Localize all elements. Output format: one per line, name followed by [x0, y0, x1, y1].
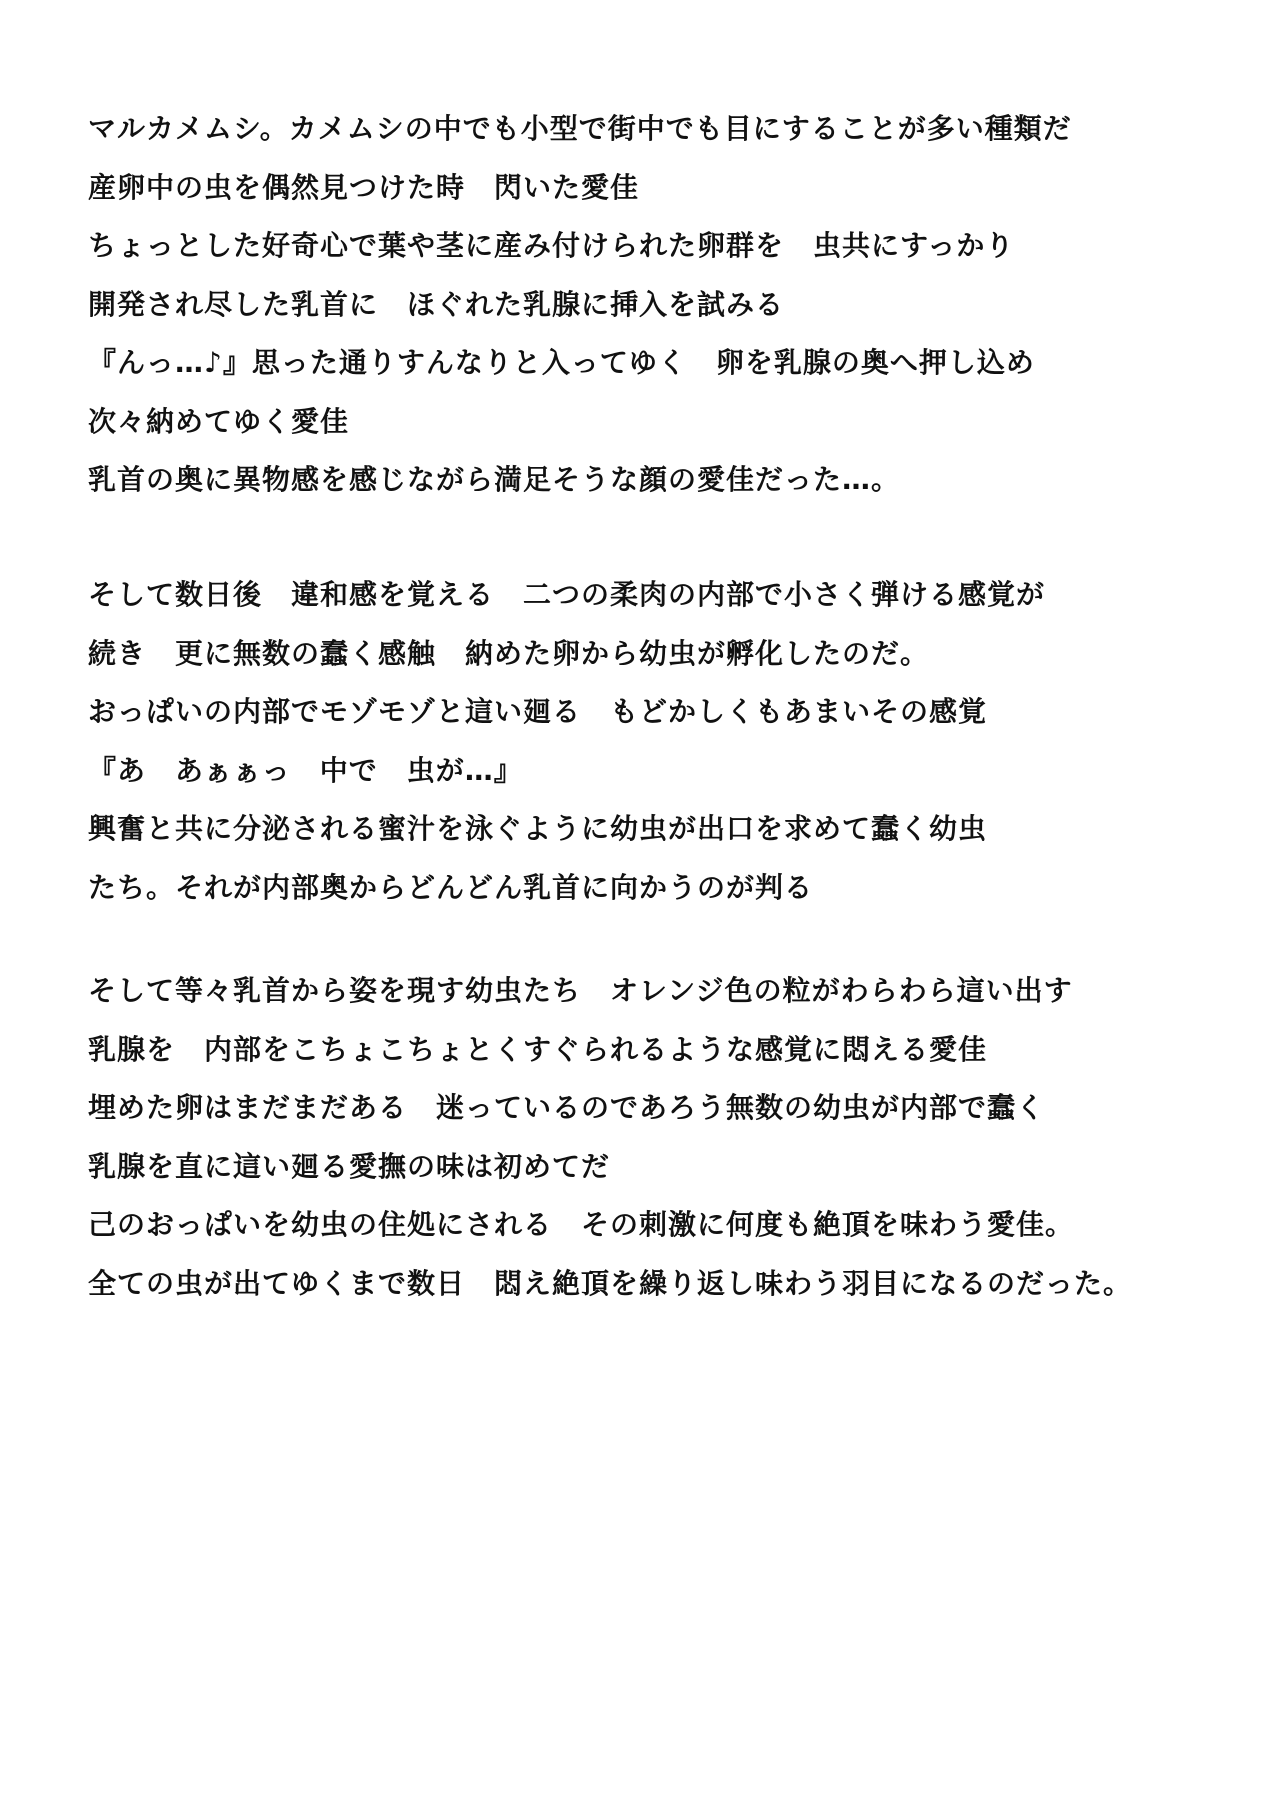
text-line: そして等々乳首から姿を現す幼虫たち オレンジ色の粒がわらわら這い出す [88, 974, 1073, 1007]
text-line: 『んっ…♪』思った通りすんなりと入ってゆく 卵を乳腺の奥へ押し込め [88, 346, 1035, 379]
text-line: 次々納めてゆく愛佳 [88, 404, 350, 438]
text-line: 乳腺を 内部をこちょこちょとくすぐられるような感覚に悶える愛佳 [88, 1032, 988, 1066]
text-line: おっぱいの内部でモゾモゾと這い廻る もどかしくもあまいその感覚 [88, 695, 988, 728]
text-line: 己のおっぱいを幼虫の住処にされる その刺激に何度も絶頂を味わう愛佳。 [88, 1208, 1075, 1241]
text-line: 続き 更に無数の蠢く感触 納めた卵から幼虫が孵化したのだ。 [88, 636, 930, 670]
text-line: 埋めた卵はまだまだある 迷っているのであろう無数の幼虫が内部で蠢く [88, 1091, 1046, 1124]
text-line: 乳首の奥に異物感を感じながら満足そうな顔の愛佳だった…。 [88, 463, 901, 496]
text-line: そして数日後 違和感を覚える 二つの柔肉の内部で小さく弾ける感覚が [88, 578, 1046, 611]
text-line: 『あ あぁぁっ 中で 虫が…』 [88, 753, 523, 787]
text-line: マルカメムシ。カメムシの中でも小型で街中でも目にすることが多い種類だ [88, 112, 1072, 145]
paragraph-1 [88, 100, 1248, 510]
paragraph-3 [88, 962, 1248, 1313]
text-line: 乳腺を直に這い廻る愛撫の味は初めてだ [88, 1149, 611, 1183]
text-line: 開発され尽した乳首に ほぐれた乳腺に挿入を試みる [88, 287, 785, 321]
text-line: 産卵中の虫を偶然見つけた時 閃いた愛佳 [88, 170, 640, 204]
text-line: ちょっとした好奇心で葉や茎に産み付けられた卵群を 虫共にすっかり [88, 229, 1015, 262]
text-line: たち。それが内部奥からどんどん乳首に向かうのが判る [88, 870, 814, 904]
paragraph-2 [88, 566, 1248, 917]
text-line: 興奮と共に分泌される蜜汁を泳ぐように幼虫が出口を求めて蠢く幼虫 [88, 812, 988, 845]
text-line: 全ての虫が出てゆくまで数日 悶え絶頂を繰り返し味わう羽目になるのだった。 [88, 1266, 1133, 1300]
